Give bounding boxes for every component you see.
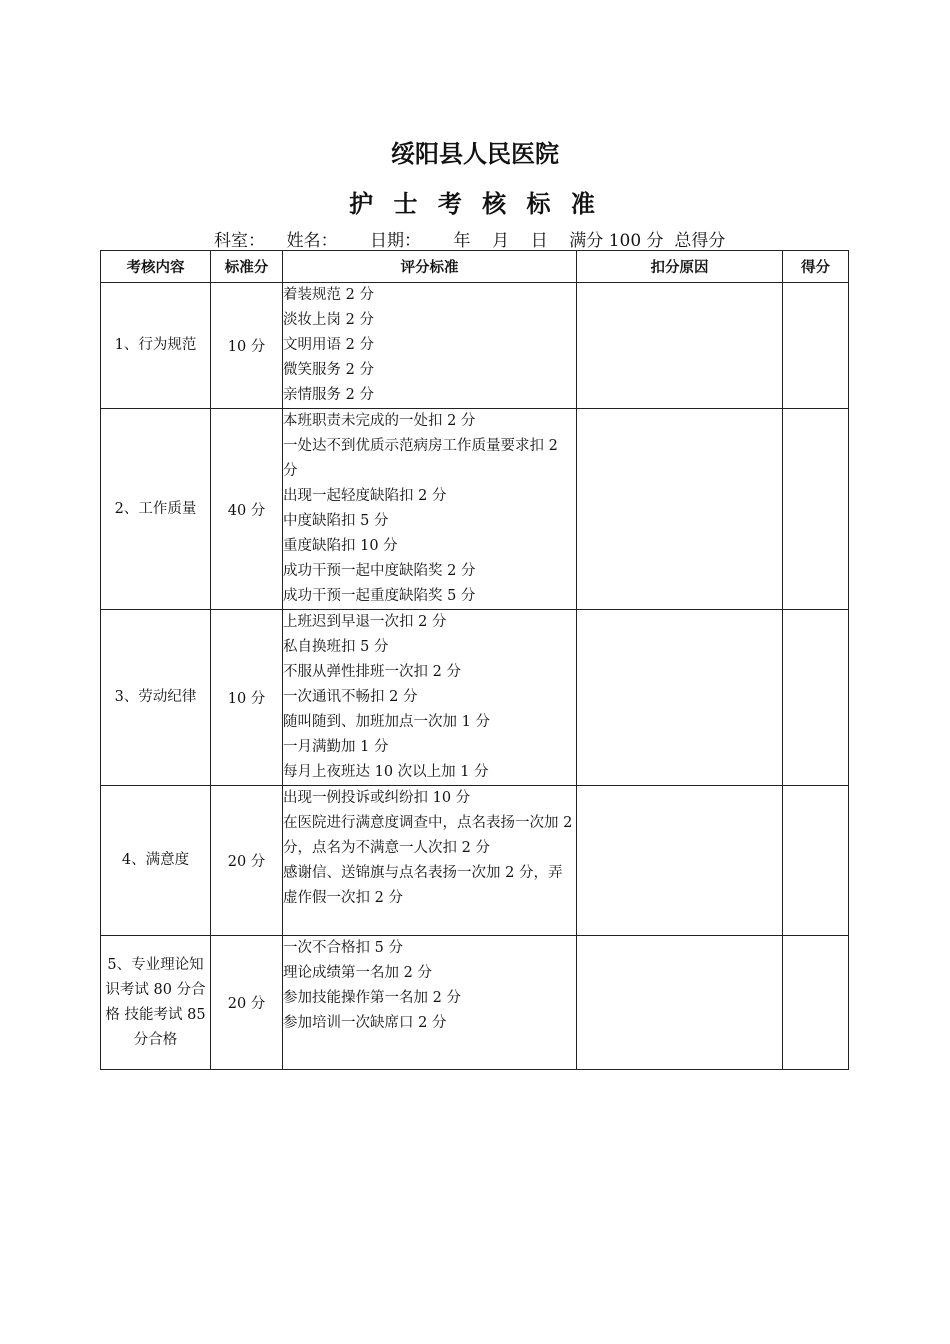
score-cell[interactable] [783, 786, 849, 936]
score-cell[interactable] [783, 936, 849, 1070]
item-cell: 3、劳动纪律 [101, 610, 211, 786]
form-title: 护 士 考 核 标 准 [349, 190, 601, 218]
criteria-line: 中度缺陷扣 5 分 [283, 513, 389, 529]
deduction-reason-cell[interactable] [577, 409, 783, 610]
criteria-line: 出现一起轻度缺陷扣 2 分 [283, 488, 447, 504]
criteria-cell [283, 409, 577, 610]
score-cell[interactable] [783, 409, 849, 610]
header-standard-score: 标准分 [211, 251, 283, 283]
criteria-line: 私自换班扣 5 分 [283, 639, 389, 655]
form-info-line: 科室： 姓名： 日期： 年 月 日 满分 100 分 总得分 [214, 231, 726, 251]
criteria-cell [283, 936, 577, 1070]
criteria-line: 理论成绩第一名加 2 分 [283, 965, 432, 981]
standard-score-cell: 20 分 [211, 786, 283, 936]
criteria-line: 感谢信、送锦旗与点名表扬一次加 2 分，弄虚作假一次扣 2 分 [283, 865, 563, 906]
criteria-line: 不服从弹性排班一次扣 2 分 [283, 664, 461, 680]
header-criteria: 评分标准 [283, 251, 577, 283]
criteria-cell [283, 283, 577, 409]
deduction-reason-cell[interactable] [577, 283, 783, 409]
criteria-line: 微笑服务 2 分 [283, 362, 374, 378]
criteria-line: 随叫随到、加班加点一次加 1 分 [283, 714, 490, 730]
criteria-line: 一次不合格扣 5 分 [283, 940, 403, 956]
table-row [101, 283, 849, 409]
criteria-line: 参加技能操作第一名加 2 分 [283, 990, 461, 1006]
header-score: 得分 [783, 251, 849, 283]
criteria-line: 淡妆上岗 2 分 [283, 312, 374, 328]
score-cell[interactable] [783, 610, 849, 786]
table-row [101, 409, 849, 610]
standard-score-cell: 10 分 [211, 610, 283, 786]
item-cell: 5、专业理论知识考试 80 分合格 技能考试 85 分合格 [101, 936, 211, 1070]
criteria-line: 一月满勤加 1 分 [283, 739, 389, 755]
header-deduction-reason: 扣分原因 [577, 251, 783, 283]
criteria-line: 本班职责未完成的一处扣 2 分 [283, 413, 476, 429]
item-cell: 1、行为规范 [101, 283, 211, 409]
criteria-line: 在医院进行满意度调查中，点名表扬一次加 2 分，点名为不满意一人次扣 2 分 [283, 815, 573, 856]
table-row [101, 786, 849, 936]
score-cell[interactable] [783, 283, 849, 409]
criteria-line: 亲情服务 2 分 [283, 387, 374, 403]
deduction-reason-cell[interactable] [577, 936, 783, 1070]
deduction-reason-cell[interactable] [577, 786, 783, 936]
criteria-cell [283, 786, 577, 936]
table-row [101, 610, 849, 786]
criteria-line: 一次通讯不畅扣 2 分 [283, 689, 418, 705]
table-header-row [101, 251, 849, 283]
criteria-line: 成功干预一起重度缺陷奖 5 分 [283, 588, 476, 604]
criteria-cell [283, 610, 577, 786]
deduction-reason-cell[interactable] [577, 610, 783, 786]
criteria-line: 每月上夜班达 10 次以上加 1 分 [283, 764, 489, 780]
criteria-line: 成功干预一起中度缺陷奖 2 分 [283, 563, 476, 579]
standard-score-cell: 40 分 [211, 409, 283, 610]
header-item: 考核内容 [101, 251, 211, 283]
item-cell: 2、工作质量 [101, 409, 211, 610]
criteria-line: 出现一例投诉或纠纷扣 10 分 [283, 790, 471, 806]
criteria-line: 文明用语 2 分 [283, 337, 374, 353]
hospital-name: 绥阳县人民医院 [391, 140, 559, 168]
standard-score-cell: 10 分 [211, 283, 283, 409]
assessment-table [100, 250, 849, 1070]
criteria-line: 参加培训一次缺席口 2 分 [283, 1015, 447, 1031]
item-cell: 4、满意度 [101, 786, 211, 936]
table-row [101, 936, 849, 1070]
criteria-line: 重度缺陷扣 10 分 [283, 538, 398, 554]
criteria-line: 一处达不到优质示范病房工作质量要求扣 2 分 [283, 438, 558, 479]
standard-score-cell: 20 分 [211, 936, 283, 1070]
criteria-line: 着装规范 2 分 [283, 287, 374, 303]
criteria-line: 上班迟到早退一次扣 2 分 [283, 614, 447, 630]
